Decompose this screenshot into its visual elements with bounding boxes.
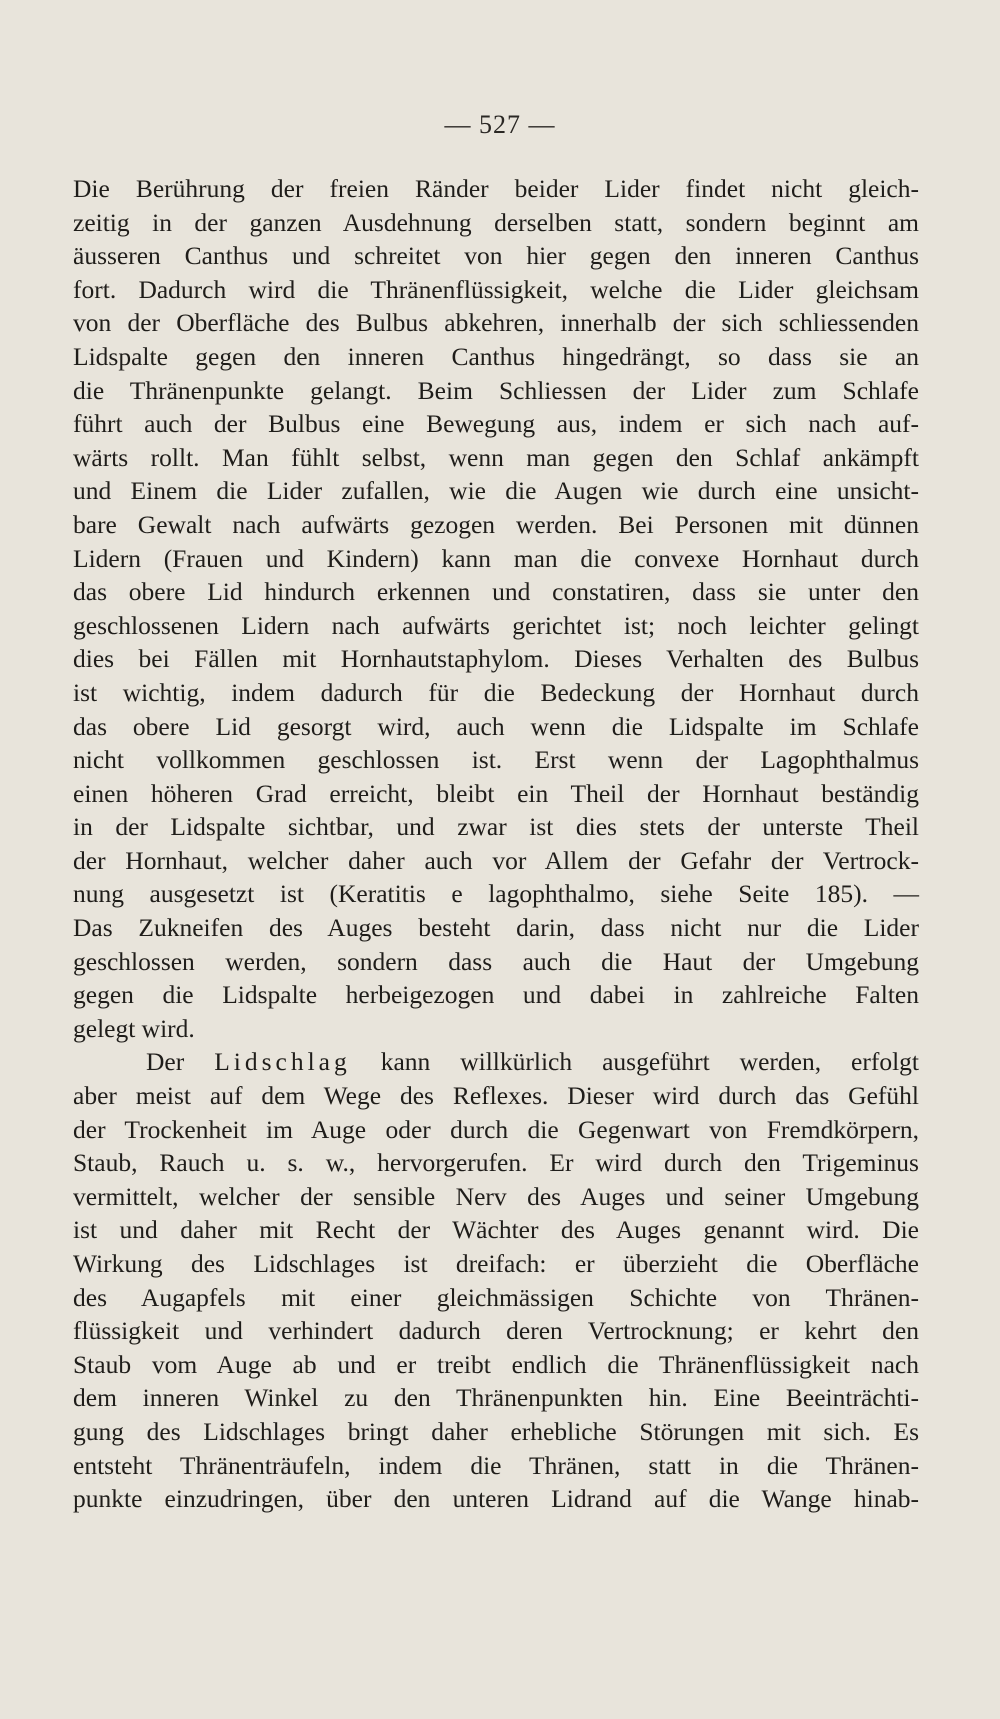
text-line: und Einem die Lider zufallen, wie die Augen wie durch eine unsicht- bbox=[73, 476, 919, 506]
text-line: führt auch der Bulbus eine Bewegung aus, indem er sich nach auf- bbox=[73, 409, 919, 439]
text-line: entsteht Thränenträufeln, indem die Thränen, statt in die Thränen- bbox=[73, 1450, 919, 1480]
text-line: zeitig in der ganzen Ausdehnung derselben statt, sondern beginnt am bbox=[73, 207, 919, 237]
text-line: geschlossen werden, sondern dass auch die Haut der Umgebung bbox=[73, 946, 919, 976]
text-line: der Hornhaut, welcher daher auch vor Allem der Gefahr der Vertrock- bbox=[73, 845, 919, 875]
text-line: das obere Lid hindurch erkennen und constatiren, dass sie unter den bbox=[73, 577, 919, 607]
text-line: der Trockenheit im Auge oder durch die Gegenwart von Fremdkörpern, bbox=[73, 1114, 919, 1144]
text-line: ist wichtig, indem dadurch für die Bedeckung der Hornhaut durch bbox=[73, 677, 919, 707]
text-line: punkte einzudringen, über den unteren Lidrand auf die Wange hinab- bbox=[73, 1484, 919, 1514]
text-line: Lidspalte gegen den inneren Canthus hingedrängt, so dass sie an bbox=[73, 341, 919, 371]
paragraph-2-first-line bbox=[73, 1045, 919, 1079]
text-line: aber meist auf dem Wege des Reflexes. Dieser wird durch das Gefühl bbox=[73, 1081, 919, 1111]
text-line: von der Oberfläche des Bulbus abkehren, innerhalb der sich schliessenden bbox=[73, 308, 919, 338]
text-line: in der Lidspalte sichtbar, und zwar ist dies stets der unterste Theil bbox=[73, 812, 919, 842]
text-line: dem inneren Winkel zu den Thränenpunkten hin. Eine Beeinträchti- bbox=[73, 1383, 919, 1413]
text-line: vermittelt, welcher der sensible Nerv des Auges und seiner Umgebung bbox=[73, 1181, 919, 1211]
text-line: gung des Lidschlages bringt daher erhebliche Störungen mit sich. Es bbox=[73, 1416, 919, 1446]
text-line: bare Gewalt nach aufwärts gezogen werden. Bei Personen mit dünnen bbox=[73, 509, 919, 539]
body-text bbox=[73, 172, 919, 1516]
text-line: die Thränenpunkte gelangt. Beim Schliessen der Lider zum Schlafe bbox=[73, 375, 919, 405]
text-line: geschlossenen Lidern nach aufwärts gerichtet ist; noch leichter gelingt bbox=[73, 610, 919, 640]
lead-rest: kann willkürlich ausgeführt werden, erfolgt bbox=[380, 1047, 919, 1077]
paragraph-1 bbox=[73, 172, 919, 1045]
text-line: wärts rollt. Man fühlt selbst, wenn man gegen den Schlaf ankämpft bbox=[73, 442, 919, 472]
page-number: — 527 — bbox=[444, 110, 556, 139]
emphasized-term: Lidschlag bbox=[214, 1047, 351, 1077]
text-line: einen höheren Grad erreicht, bleibt ein Theil der Hornhaut beständig bbox=[73, 778, 919, 808]
text-line: Die Berührung der freien Ränder beider Lider findet nicht gleich- bbox=[73, 174, 919, 203]
text-line: das obere Lid gesorgt wird, auch wenn die Lidspalte im Schlafe bbox=[73, 711, 919, 741]
text-line: dies bei Fällen mit Hornhautstaphylom. Dieses Verhalten des Bulbus bbox=[73, 644, 919, 674]
text-line: ist und daher mit Recht der Wächter des Auges genannt wird. Die bbox=[73, 1215, 919, 1245]
text-line: Wirkung des Lidschlages ist dreifach: er überzieht die Oberfläche bbox=[73, 1249, 919, 1278]
text-line: Das Zukneifen des Auges besteht darin, dass nicht nur die Lider bbox=[73, 913, 919, 943]
text-line: des Augapfels mit einer gleichmässigen Schichte von Thränen- bbox=[73, 1282, 919, 1312]
text-line: nicht vollkommen geschlossen ist. Erst wenn der Lagophthalmus bbox=[73, 745, 919, 775]
text-line: flüssigkeit und verhindert dadurch deren Vertrocknung; er kehrt den bbox=[73, 1316, 919, 1346]
text-line: nung ausgesetzt ist (Keratitis e lagophthalmo, siehe Seite 185). — bbox=[73, 879, 919, 909]
text-line: äusseren Canthus und schreitet von hier gegen den inneren Canthus bbox=[73, 241, 919, 271]
text-line: Lidern (Frauen und Kindern) kann man die convexe Hornhaut durch bbox=[73, 543, 919, 573]
text-line: gegen die Lidspalte herbeigezogen und dabei in zahlreiche Falten bbox=[73, 980, 919, 1010]
lead-word: Der bbox=[146, 1047, 185, 1077]
text-line: Staub, Rauch u. s. w., hervorgerufen. Er wird durch den Trigeminus bbox=[73, 1148, 919, 1178]
paragraph-2 bbox=[73, 1045, 919, 1515]
text-line: Staub vom Auge ab und er treibt endlich die Thränenflüssigkeit nach bbox=[73, 1349, 919, 1379]
text-line: fort. Dadurch wird die Thränenflüssigkeit, welche die Lider gleichsam bbox=[73, 274, 919, 304]
text-line: gelegt wird. bbox=[73, 1013, 195, 1043]
